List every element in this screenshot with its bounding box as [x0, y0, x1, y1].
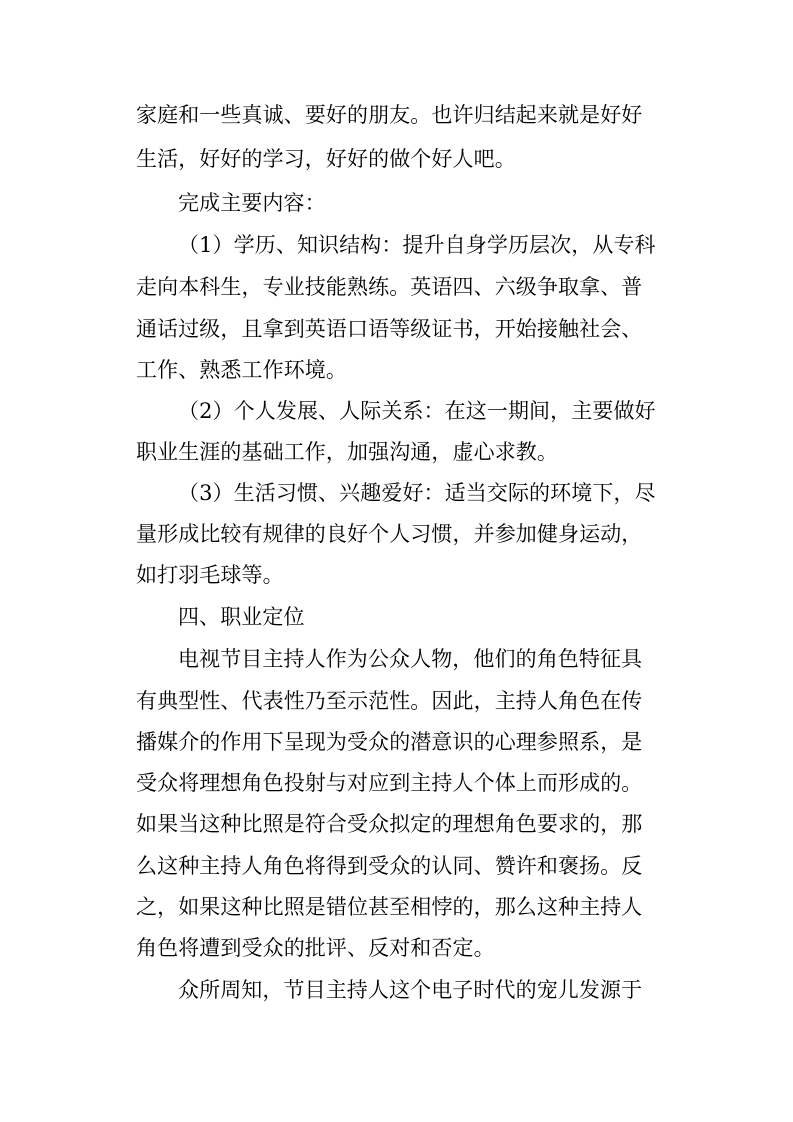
section-heading: 四、职业定位 [178, 605, 305, 629]
text-line: 通话过级，且拿到英语口语等级证书，开始接触社会、 [136, 317, 643, 341]
text-line: （1）学历、知识结构：提升自身学历层次，从专科 [178, 233, 656, 257]
text-line: 角色将遭到受众的批评、反对和否定。 [136, 936, 495, 960]
text-line: 众所周知，节目主持人这个电子时代的宠儿发源于 [178, 978, 643, 1002]
text-line: （3）生活习惯、兴趣爱好：适当交际的环境下，尽 [178, 481, 656, 505]
text-line: 么这种主持人角色将得到受众的认同、赞许和褒扬。反 [136, 854, 643, 878]
text-line: 电视节目主持人作为公众人物，他们的角色特征具 [178, 647, 643, 671]
text-line: 生活，好好的学习，好好的做个好人吧。 [136, 147, 516, 171]
text-line: 如果当这种比照是符合受众拟定的理想角色要求的，那 [136, 812, 643, 836]
text-line: 受众将理想角色投射与对应到主持人个体上而形成的。 [136, 771, 643, 795]
text-line: 之，如果这种比照是错位甚至相悖的，那么这种主持人 [136, 895, 643, 919]
paragraph-heading: 完成主要内容： [178, 191, 326, 215]
text-line: 家庭和一些真诚、要好的朋友。也许归结起来就是好好 [136, 103, 643, 127]
text-line: 职业生涯的基础工作，加强沟通，虚心求教。 [136, 440, 558, 464]
text-line: 走向本科生，专业技能熟练。英语四、六级争取拿、普 [136, 275, 643, 299]
text-line: 如打羽毛球等。 [136, 563, 284, 587]
text-line: 播媒介的作用下呈现为受众的潜意识的心理参照系，是 [136, 730, 643, 754]
text-line: 量形成比较有规律的良好个人习惯，并参加健身运动， [136, 522, 643, 546]
text-line: 工作、熟悉工作环境。 [136, 358, 347, 382]
text-line: （2）个人发展、人际关系：在这一期间，主要做好 [178, 399, 656, 423]
text-line: 有典型性、代表性乃至示范性。因此，主持人角色在传 [136, 689, 643, 713]
